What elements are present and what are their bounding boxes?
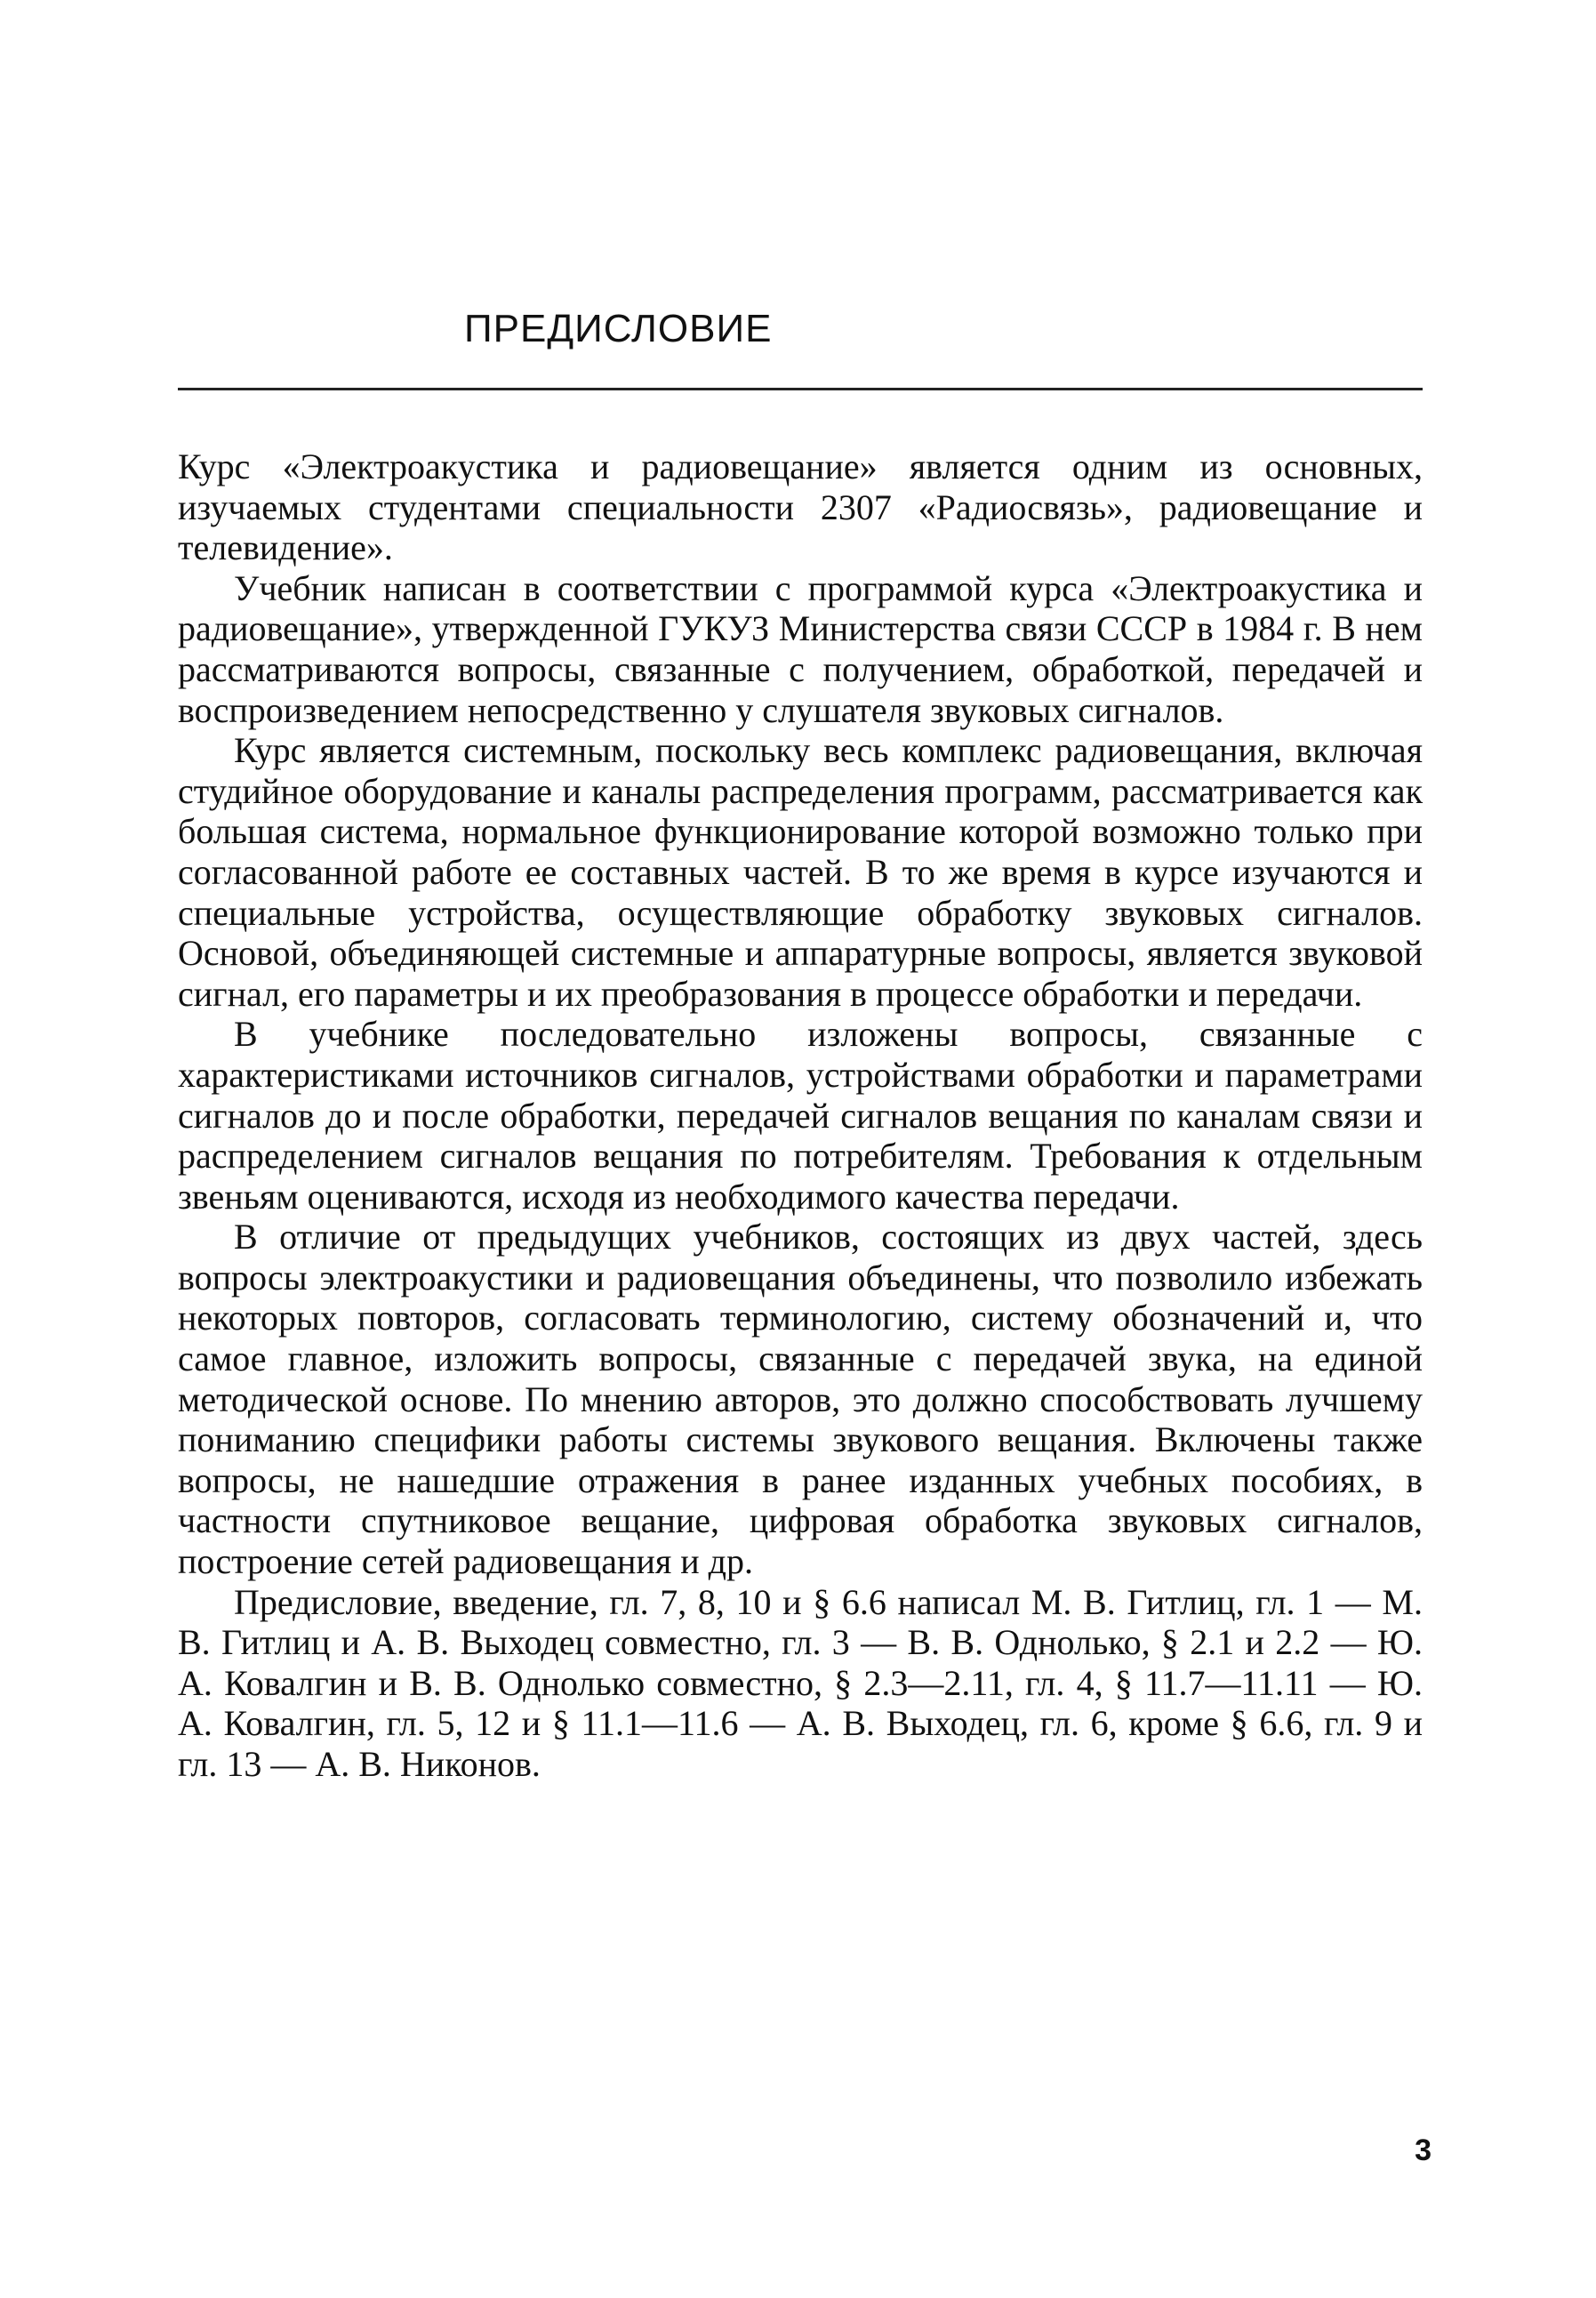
paragraph-5: В отличие от предыдущих учебников, состоящих из двух частей, здесь вопросы электроакустики и радиовещания объединены, что позволило избежать некоторых повторов, согласовать терминологию, систему обозначений и, что самое главное, изложить вопросы, связанные с передачей звука, на единой методической основе. По мнению авторов, это должно способствовать лучшему пониманию специфики работы системы звукового вещания. Включены также вопросы, не нашедшие отражения в ранее изданных учебных пособиях, в частности спутниковое вещание, цифровая обработка звуковых сигналов, построение сетей радиовещания и др. xyxy=(178,1217,1423,1582)
title-divider xyxy=(178,388,1423,390)
paragraph-6: Предисловие, введение, гл. 7, 8, 10 и § 6.6 написал М. В. Гитлиц, гл. 1 — М. В. Гитлиц и А. В. Выходец совместно, гл. 3 — В. В. Однолько, § 2.1 и 2.2 — Ю. А. Ковалгин и В. В. Однолько совместно, § 2.3—2.11, гл. 4, § 11.7—11.11 — Ю. А. Ковалгин, гл. 5, 12 и § 11.1—11.6 — А. В. Выходец, гл. 6, кроме § 6.6, гл. 9 и гл. 13 — А. В. Никонов. xyxy=(178,1581,1423,1784)
page-number: 3 xyxy=(1415,2133,1432,2167)
page-title: ПРЕДИСЛОВИЕ xyxy=(464,307,773,350)
paragraph-1: Курс «Электроакустика и радиовещание» является одним из основных, изучаемых студентами специальности 2307 «Радиосвязь», радиовещание и телевидение». xyxy=(178,446,1423,568)
paragraph-2: Учебник написан в соответствии с программой курса «Электроакустика и радиовещание», утвержденной ГУКУЗ Министерства связи СССР в 1984 г. В нем рассматриваются вопросы, связанные с получением, обработкой, передачей и воспроизведением непосредственно у слушателя звуковых сигналов. xyxy=(178,567,1423,730)
preface-body xyxy=(178,446,1423,1785)
paragraph-4: В учебнике последовательно изложены вопросы, связанные с характеристиками источников сигналов, устройствами обработки и параметрами сигналов до и после обработки, передачей сигналов вещания по каналам связи и распределением сигналов вещания по потребителям. Требования к отдельным звеньям оцениваются, исходя из необходимого качества передачи. xyxy=(178,1014,1423,1217)
paragraph-3: Курс является системным, поскольку весь комплекс радиовещания, включая студийное оборудование и каналы распределения программ, рассматривается как большая система, нормальное функционирование которой возможно только при согласованной работе ее составных частей. В то же время в курсе изучаются и специальные устройства, осуществляющие обработку звуковых сигналов. Основой, объединяющей системные и аппаратурные вопросы, является звуковой сигнал, его параметры и их преобразования в процессе обработки и передачи. xyxy=(178,730,1423,1014)
